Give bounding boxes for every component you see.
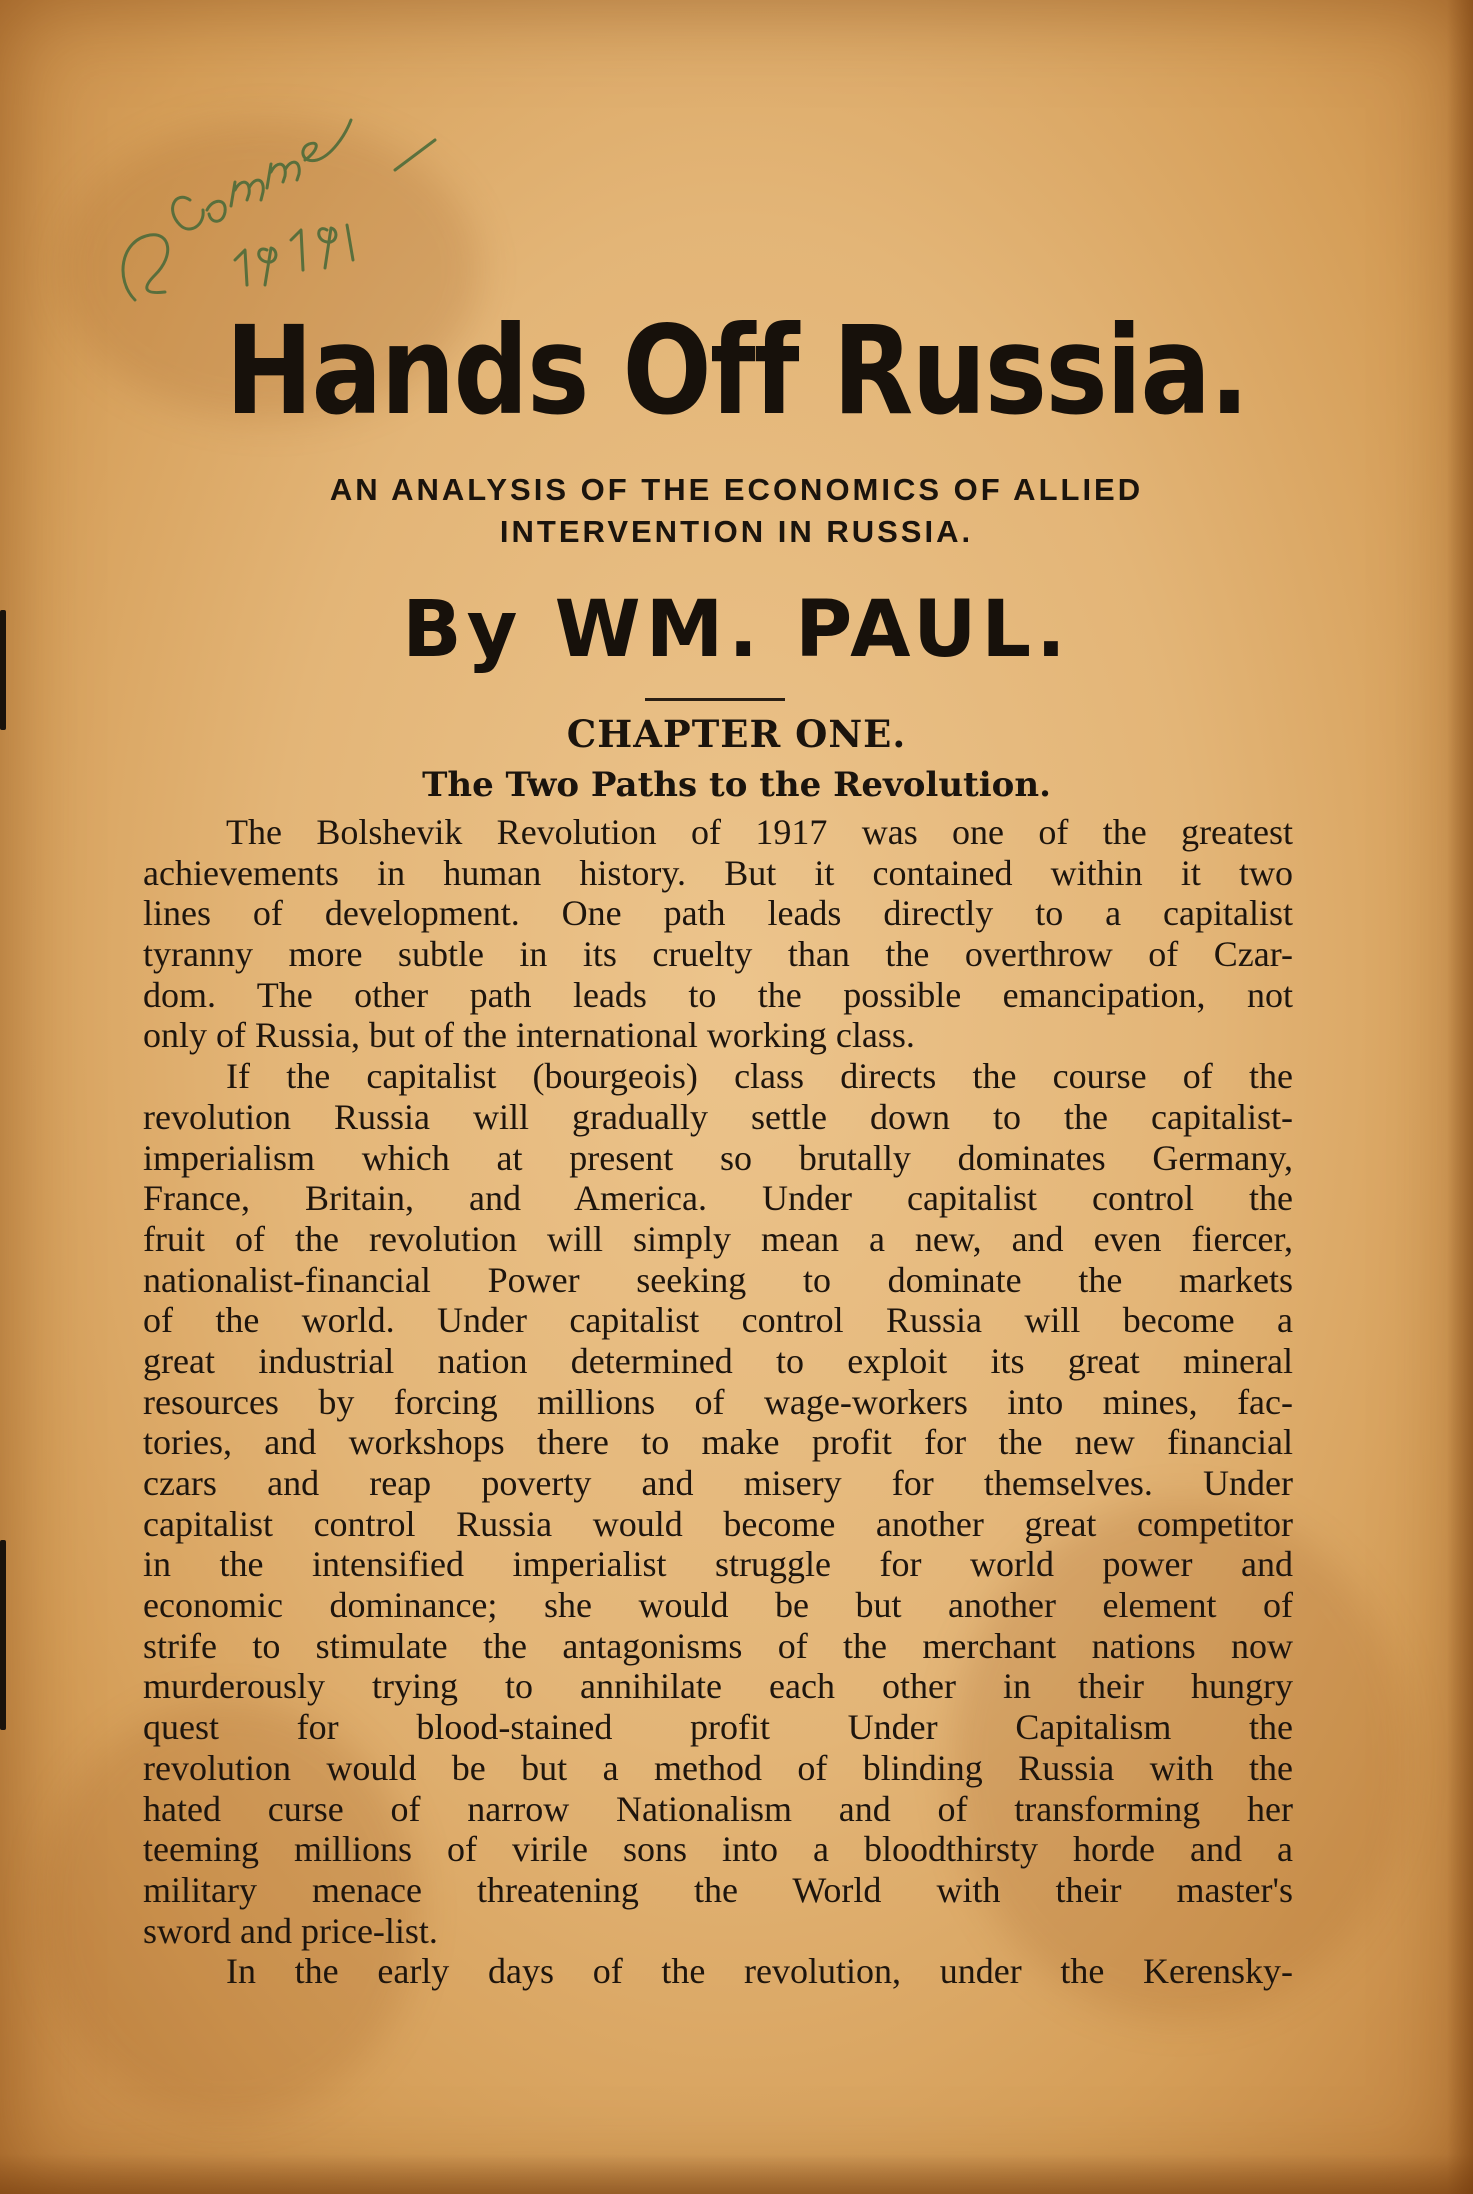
text-line: murderously trying to annihilate each other in their hungry xyxy=(143,1666,1293,1707)
text-line: strife to stimulate the antagonisms of the merchant nations now xyxy=(143,1625,1293,1666)
text-line: imperialism which at present so brutally dominates Germany, xyxy=(143,1137,1293,1178)
handwritten-note xyxy=(95,60,515,320)
staple xyxy=(0,1540,6,1730)
text-line: tyranny more subtle in its cruelty than the overthrow of Czar- xyxy=(143,934,1293,975)
text-line: czars and reap poverty and misery for themselves. Under xyxy=(143,1463,1293,1503)
page-edge-shadow xyxy=(1447,0,1473,2194)
text-line: In the early days of the revolution, under the Kerensky- xyxy=(226,1951,1293,1992)
text-line: dom. The other path leads to the possible emancipation, not xyxy=(143,974,1293,1015)
text-line: only of Russia, but of the international working class. xyxy=(143,1015,915,1056)
chapter-title: The Two Paths to the Revolution. xyxy=(422,765,1051,805)
text-line: lines of development. One path leads directly to a capitalist xyxy=(143,893,1293,934)
text-line: France, Britain, and America. Under capitalist control the xyxy=(143,1178,1293,1219)
document-title: Hands Off Russia. xyxy=(225,300,1248,442)
text-line: capitalist control Russia would become another great competitor xyxy=(143,1503,1293,1544)
body-text xyxy=(143,812,1293,1992)
text-line: revolution would be but a method of blinding Russia with the xyxy=(143,1747,1293,1788)
subtitle-line-1: AN ANALYSIS OF THE ECONOMICS OF ALLIED xyxy=(329,472,1144,507)
divider xyxy=(645,698,785,701)
text-line: economic dominance; she would be but another element of xyxy=(143,1585,1293,1626)
text-line: quest for blood-stained profit Under Capitalism the xyxy=(143,1707,1293,1748)
text-line: achievements in human history. But it contained within it two xyxy=(143,852,1293,893)
text-line: of the world. Under capitalist control Russia will become a xyxy=(143,1300,1293,1341)
text-line: in the intensified imperialist struggle for world power and xyxy=(143,1544,1293,1585)
text-line: revolution Russia will gradually settle down to the capitalist- xyxy=(143,1096,1293,1137)
text-line: great industrial nation determined to exploit its great mineral xyxy=(143,1340,1293,1381)
subtitle-line-2: INTERVENTION IN RUSSIA. xyxy=(499,514,974,549)
text-line: fruit of the revolution will simply mean a new, and even fiercer, xyxy=(143,1218,1293,1259)
author-byline: By WM. PAUL. xyxy=(402,585,1071,675)
text-line: teeming millions of virile sons into a bloodthirsty horde and a xyxy=(143,1829,1293,1870)
page-edge-shadow xyxy=(0,2154,1473,2194)
text-line: hated curse of narrow Nationalism and of transforming her xyxy=(143,1788,1293,1829)
text-line: sword and price-list. xyxy=(143,1910,438,1951)
text-line: military menace threatening the World with their master's xyxy=(143,1869,1293,1910)
chapter-heading: CHAPTER ONE. xyxy=(566,712,907,756)
text-line: If the capitalist (bourgeois) class directs the course of the xyxy=(226,1056,1293,1097)
text-line: The Bolshevik Revolution of 1917 was one of the greatest xyxy=(226,812,1293,852)
text-line: resources by forcing millions of wage-workers into mines, fac- xyxy=(143,1381,1293,1422)
text-line: nationalist-financial Power seeking to dominate the markets xyxy=(143,1259,1293,1300)
text-line: tories, and workshops there to make profit for the new financial xyxy=(143,1422,1293,1463)
